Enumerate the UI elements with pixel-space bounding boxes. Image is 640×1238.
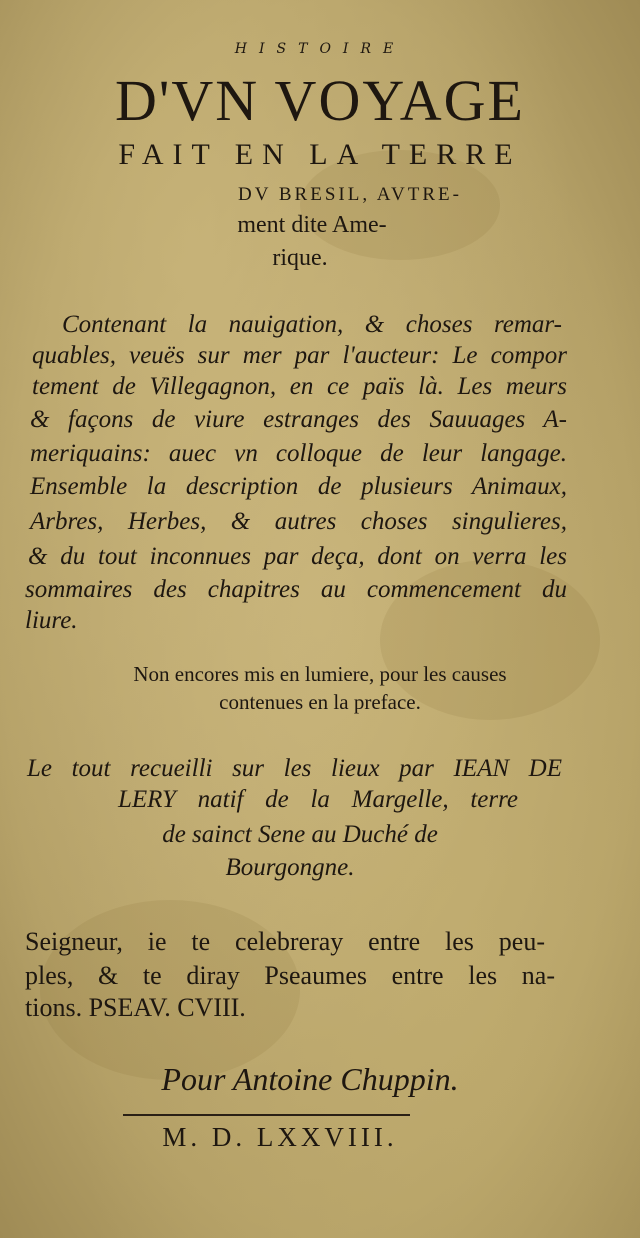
imprint-rule (123, 1114, 410, 1116)
title-line-5: rique. (272, 245, 328, 271)
publication-date: M. D. LXXVIII. (162, 1122, 398, 1152)
histoire-heading: HISTOIRE (234, 41, 406, 57)
contents-line: & façons de viure estranges des Sauuages A- (30, 406, 567, 433)
contents-line: Ensemble la description de plusieurs Animaux, (30, 473, 567, 500)
title-line-2: FAIT EN LA TERRE (118, 138, 522, 171)
contents-line: & du tout inconnues par deça, dont on verra les (28, 543, 567, 570)
title-line-4: ment dite Ame- (237, 212, 387, 238)
epigraph-line: ples, & te diray Pseaumes entre les na- (25, 961, 555, 990)
author-line: Le tout recueilli sur les lieux par IEAN DE (27, 755, 562, 782)
contents-line: quables, veuës sur mer par l'aucteur: Le compor (32, 342, 567, 369)
notice-line: Non encores mis en lumiere, pour les causes (133, 662, 507, 686)
notice-line: contenues en la preface. (219, 690, 421, 714)
author-line: Bourgongne. (225, 854, 355, 881)
contents-line: tement de Villegagnon, en ce païs là. Les meurs (32, 373, 567, 400)
author-line: LERY natif de la Margelle, terre (118, 786, 518, 813)
contents-line: meriquains: auec vn colloque de leur langage. (30, 440, 567, 467)
printer-name: Pour Antoine Chuppin. (161, 1061, 459, 1097)
author-line: de sainct Sene au Duché de (162, 821, 438, 848)
epigraph-line: Seigneur, ie te celebreray entre les peu- (25, 927, 545, 956)
title-line-3: DV BRESIL, AVTRE- (238, 184, 462, 205)
epigraph-line: tions. PSEAV. CVIII. (25, 993, 246, 1022)
contents-line: sommaires des chapitres au commencement du (25, 576, 567, 603)
contents-line: liure. (25, 607, 78, 634)
contents-line: Arbres, Herbes, & autres choses singulieres, (30, 508, 567, 535)
contents-line: Contenant la nauigation, & choses remar- (62, 311, 562, 338)
title-line-1: D'VN VOYAGE (115, 68, 525, 133)
